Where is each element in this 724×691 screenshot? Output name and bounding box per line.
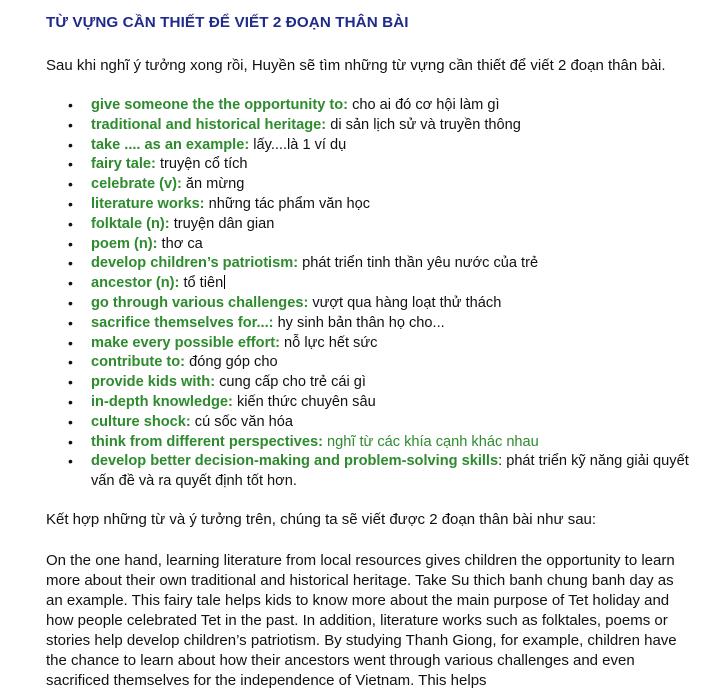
list-item — [68, 452, 704, 492]
bullet-icon: • — [68, 176, 73, 193]
vocab-def: di sản lịch sử và truyền thông — [326, 116, 521, 133]
list-item — [68, 393, 704, 413]
bullet-icon: • — [68, 453, 73, 470]
vocab-term: take .... as an example: — [91, 136, 250, 153]
bullet-icon: • — [68, 97, 73, 113]
vocab-def: ăn mừng — [181, 176, 245, 193]
body-paragraph: On the one hand, learning literature from local resources gives children the opportunity to learn more about their own traditional and historical heritage. Take Su thich banh chung banh day as an example. This fairy tale helps kids to know more about the main purpose of Tet holiday and how people celebrated Tet in the past. In addition, literature works such as folktales, poems or stories help develop children’s patriotism. By studying Thanh Giong, for example, children have the chance to learn about how their ancestors went through various challenges and even sacrificed themselves for the independence of Vietnam. This helps — [46, 551, 677, 689]
list-item — [68, 314, 704, 334]
vocab-term: think from different perspectives: — [91, 433, 323, 450]
vocab-def: nỗ lực hết sức — [280, 334, 378, 351]
vocab-def: vượt qua hàng loạt thử thách — [308, 294, 502, 311]
vocab-def: những tác phẩm văn học — [204, 195, 371, 212]
page-title: TỪ VỰNG CẦN THIẾT ĐỂ VIẾT 2 ĐOẠN THÂN BÀI — [46, 14, 409, 31]
list-item — [68, 235, 704, 255]
vocab-def: tổ tiên — [179, 275, 224, 292]
vocab-def: cú sốc văn hóa — [190, 413, 293, 430]
bullet-icon: • — [68, 235, 73, 252]
vocab-def: hy sinh bản thân họ cho... — [273, 314, 445, 331]
list-item — [68, 136, 704, 156]
bullet-icon: • — [68, 294, 73, 311]
bullet-icon: • — [68, 195, 73, 212]
list-item — [68, 373, 704, 393]
list-item — [68, 274, 704, 294]
bullet-icon: • — [68, 393, 73, 410]
intro-text: Sau khi nghĩ ý tưởng xong rồi, Huyền sẽ tìm những từ vựng cần thiết để viết 2 đoạn thân bài. — [46, 57, 666, 74]
vocab-term: go through various challenges: — [91, 294, 309, 311]
vocab-def: kiến thức chuyên sâu — [232, 393, 376, 410]
bullet-icon: • — [68, 374, 73, 391]
vocab-term: make every possible effort: — [91, 334, 280, 351]
vocab-term: develop better decision-making and problem-solving skills — [91, 453, 499, 470]
vocab-term: culture shock: — [91, 413, 191, 430]
vocab-def: nghĩ từ các khía cạnh khác nhau — [322, 433, 539, 450]
vocab-term: folktale (n): — [91, 215, 170, 232]
list-item — [68, 353, 704, 373]
text-cursor — [224, 275, 225, 289]
bullet-icon: • — [68, 116, 73, 133]
bullet-icon: • — [68, 334, 73, 351]
bullet-icon: • — [68, 314, 73, 331]
vocab-term: celebrate (v): — [91, 176, 182, 193]
transition-text: Kết hợp những từ và ý tưởng trên, chúng ta sẽ viết được 2 đoạn thân bài như sau: — [46, 510, 597, 528]
vocab-term: contribute to: — [91, 354, 186, 371]
vocab-term: traditional and historical heritage: — [91, 116, 327, 133]
vocab-term: fairy tale: — [91, 156, 156, 173]
vocab-def: truyện cổ tích — [155, 156, 248, 173]
vocab-def: cho ai đó cơ hội làm gì — [348, 97, 500, 113]
list-item — [68, 116, 704, 136]
list-item — [68, 215, 704, 235]
vocab-term: provide kids with: — [91, 374, 216, 391]
list-item — [68, 155, 704, 175]
bullet-icon: • — [68, 275, 73, 292]
list-item — [68, 433, 704, 453]
vocab-def: thơ ca — [157, 235, 203, 252]
vocab-def: đóng góp cho — [185, 354, 278, 371]
bullet-icon: • — [68, 413, 73, 430]
vocab-list — [46, 96, 704, 492]
vocab-def: lấy....là 1 ví dụ — [249, 136, 347, 153]
vocab-def: truyện dân gian — [169, 215, 275, 232]
vocab-def: cung cấp cho trẻ cái gì — [215, 374, 366, 391]
vocab-term: ancestor (n): — [91, 275, 180, 292]
vocab-term: give someone the the opportunity to: — [91, 97, 349, 113]
vocab-term: sacrifice themselves for...: — [91, 314, 274, 331]
list-item — [68, 175, 704, 195]
vocab-term: literature works: — [91, 195, 205, 212]
list-item — [68, 195, 704, 215]
list-item — [68, 96, 704, 116]
bullet-icon: • — [68, 156, 73, 173]
bullet-icon: • — [68, 433, 73, 450]
bullet-icon: • — [68, 136, 73, 153]
vocab-term: poem (n): — [91, 235, 158, 252]
list-item — [68, 413, 704, 433]
list-item — [68, 254, 704, 274]
list-item — [68, 294, 704, 314]
vocab-def: : phát triển kỹ năng giải quyết vấn đề và ra quyết định tốt hơn. — [91, 453, 689, 490]
bullet-icon: • — [68, 215, 73, 232]
vocab-def: phát triển tinh thần yêu nước của trẻ — [298, 255, 539, 272]
list-item — [68, 334, 704, 354]
bullet-icon: • — [68, 354, 73, 371]
vocab-term: in-depth knowledge: — [91, 393, 233, 410]
bullet-icon: • — [68, 255, 73, 272]
vocab-term: develop children’s patriotism: — [91, 255, 299, 272]
